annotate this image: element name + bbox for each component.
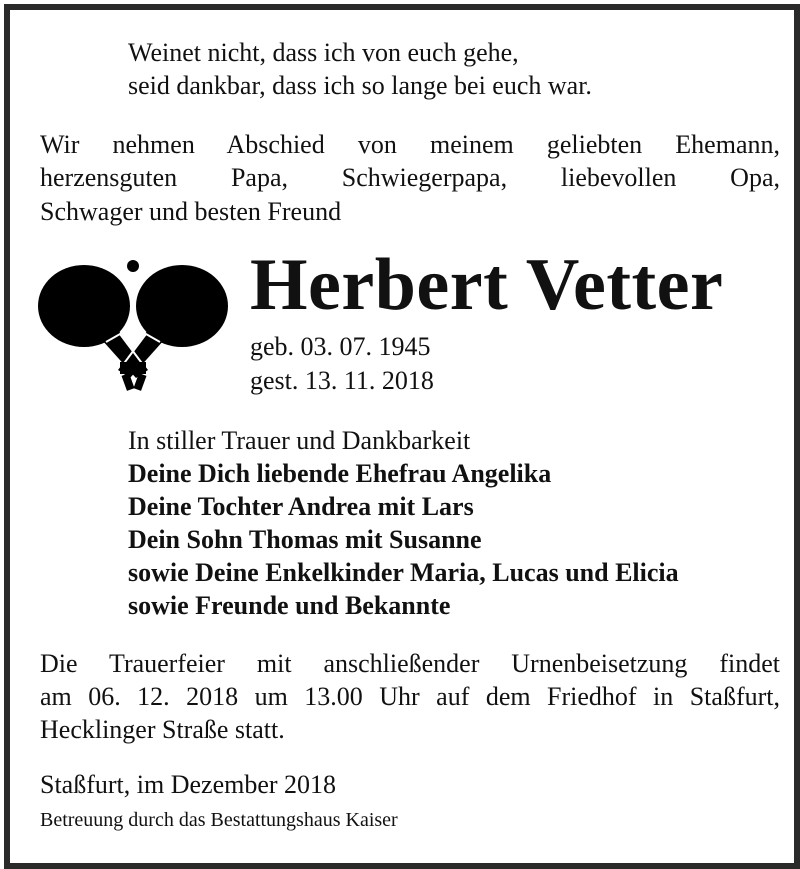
- intro-line-2: herzensguten Papa, Schwiegerpapa, liebevollen Opa,: [40, 163, 780, 192]
- quote-line-1: Weinet nicht, dass ich von euch gehe,: [128, 38, 519, 67]
- mourner-line: Deine Tochter Andrea mit Lars: [128, 492, 474, 521]
- service-line-2: am 06. 12. 2018 um 13.00 Uhr auf dem Friedhof in Staßfurt,: [40, 682, 780, 711]
- mourner-line: sowie Freunde und Bekannte: [128, 591, 451, 620]
- service-line-3: Hecklinger Straße statt.: [40, 715, 285, 744]
- mourner-line: Deine Dich liebende Ehefrau Angelika: [128, 459, 552, 488]
- quote-line-2: seid dankbar, dass ich so lange bei euch war.: [128, 71, 592, 100]
- mourner-line: sowie Deine Enkelkinder Maria, Lucas und Elicia: [128, 558, 679, 587]
- service-line-1: Die Trauerfeier mit anschließender Urnenbeisetzung findet: [40, 649, 780, 678]
- birth-date: geb. 03. 07. 1945: [250, 332, 431, 361]
- death-date: gest. 13. 11. 2018: [250, 366, 434, 395]
- obituary-frame: [4, 4, 800, 869]
- intro-line-1: Wir nehmen Abschied von meinem geliebten Ehemann,: [40, 130, 780, 159]
- obituary-notice: [10, 10, 794, 863]
- undertaker-note: Betreuung durch das Bestattungshaus Kaiser: [40, 809, 398, 831]
- mourner-line: Dein Sohn Thomas mit Susanne: [128, 525, 482, 554]
- mourners-intro: In stiller Trauer und Dankbarkeit: [128, 426, 471, 455]
- place-date: Staßfurt, im Dezember 2018: [40, 770, 337, 799]
- deceased-name: Herbert Vetter: [250, 244, 724, 326]
- intro-line-3: Schwager und besten Freund: [40, 197, 342, 226]
- table-tennis-paddles-icon: [36, 258, 236, 398]
